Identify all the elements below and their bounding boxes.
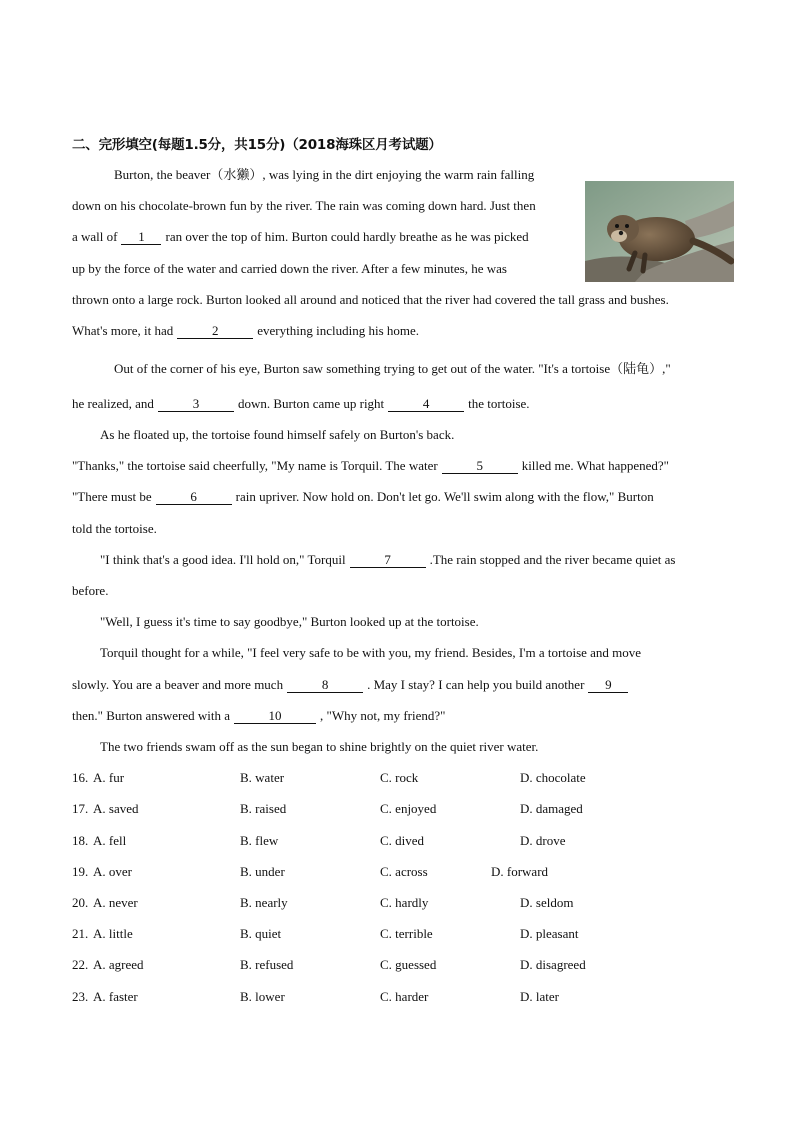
passage-text: he realized, and: [72, 396, 154, 411]
passage-line: thrown onto a large rock. Burton looked all around and noticed that the river had covered the tall grass and bushes.: [72, 292, 669, 307]
passage-line: up by the force of the water and carried down the river. After a few minutes, he was: [72, 261, 507, 276]
option-d: D. disagreed: [520, 957, 586, 972]
option-d: D. pleasant: [520, 926, 579, 941]
passage-line: Torquil thought for a while, "I feel very safe to be with you, my friend. Besides, I'm a tortoise and move: [100, 645, 642, 660]
passage-line: [72, 458, 669, 474]
question-number: 17.: [72, 801, 89, 816]
option-d: D. damaged: [520, 801, 583, 816]
option-a: A. little: [93, 926, 133, 941]
blank-9: 9: [588, 678, 628, 693]
option-d: D. seldom: [520, 895, 574, 910]
passage-text: .The rain stopped and the river became quiet as: [429, 552, 676, 567]
option-c: C. hardly: [380, 895, 429, 910]
option-c: C. rock: [380, 770, 419, 785]
option-b: B. water: [240, 770, 285, 785]
passage-line: [72, 677, 632, 693]
option-a: A. over: [93, 864, 132, 879]
passage-text: the tortoise.: [468, 396, 530, 411]
option-c: C. dived: [380, 833, 425, 848]
passage-line: told the tortoise.: [72, 521, 157, 536]
passage-text: ran over the top of him. Burton could hardly breathe as he was picked: [165, 229, 529, 244]
option-b: B. nearly: [240, 895, 288, 910]
passage-line: [72, 708, 445, 724]
blank-7: 7: [350, 553, 426, 568]
passage-text: then." Burton answered with a: [72, 708, 231, 723]
blank-3: 3: [158, 397, 234, 412]
option-b: B. flew: [240, 833, 279, 848]
passage-text: "I think that's a good idea. I'll hold on," Torquil: [100, 552, 346, 567]
option-a: A. fell: [93, 833, 127, 848]
passage-text: rain upriver. Now hold on. Don't let go. We'll swim along with the flow," Burton: [235, 489, 654, 504]
otter-image: [585, 181, 734, 282]
otter-photo: [585, 181, 734, 282]
passage-line: [72, 229, 529, 245]
option-a: A. faster: [93, 989, 138, 1004]
passage-line: Out of the corner of his eye, Burton saw something trying to get out of the water. "It's a tortoise（陆龟）,": [114, 361, 671, 376]
option-a: A. never: [93, 895, 138, 910]
blank-5: 5: [442, 459, 518, 474]
option-b: B. under: [240, 864, 285, 879]
option-b: B. refused: [240, 957, 294, 972]
question-number: 16.: [72, 770, 89, 785]
option-c: C. guessed: [380, 957, 437, 972]
section-heading: 二、完形填空(每题1.5分，共15分)（2018海珠区月考试题）: [72, 137, 442, 153]
option-d: D. forward: [491, 864, 549, 879]
passage-text: . May I stay? I can help you build another: [367, 677, 585, 692]
option-b: B. raised: [240, 801, 287, 816]
option-b: B. lower: [240, 989, 285, 1004]
question-number: 18.: [72, 833, 89, 848]
blank-2: 2: [177, 324, 253, 339]
option-d: D. drove: [520, 833, 566, 848]
question-number: 21.: [72, 926, 89, 941]
option-d: D. chocolate: [520, 770, 586, 785]
option-a: A. agreed: [93, 957, 144, 972]
option-c: C. across: [380, 864, 428, 879]
passage-text: "There must be: [72, 489, 152, 504]
option-c: C. enjoyed: [380, 801, 437, 816]
question-number: 23.: [72, 989, 89, 1004]
option-d: D. later: [520, 989, 559, 1004]
option-a: A. saved: [93, 801, 139, 816]
passage-text: everything including his home.: [257, 323, 420, 338]
passage-text: slowly. You are a beaver and more much: [72, 677, 284, 692]
passage-line: Burton, the beaver（水獭）, was lying in the dirt enjoying the warm rain falling: [114, 167, 535, 182]
passage-line: As he floated up, the tortoise found himself safely on Burton's back.: [100, 427, 455, 442]
blank-6: 6: [156, 490, 232, 505]
blank-10: 10: [234, 709, 316, 724]
passage-line: The two friends swam off as the sun began to shine brightly on the quiet river water.: [100, 739, 539, 754]
option-b: B. quiet: [240, 926, 282, 941]
passage-line: "Well, I guess it's time to say goodbye," Burton looked up at the tortoise.: [100, 614, 479, 629]
passage-line: down on his chocolate-brown fun by the river. The rain was coming down hard. Just then: [72, 198, 536, 213]
passage-line: [72, 323, 419, 339]
option-a: A. fur: [93, 770, 125, 785]
passage-line: before.: [72, 583, 109, 598]
question-number: 20.: [72, 895, 89, 910]
passage-text: , "Why not, my friend?": [320, 708, 446, 723]
passage-line: [72, 396, 530, 412]
passage-text: a wall of: [72, 229, 118, 244]
question-number: 19.: [72, 864, 89, 879]
passage-line: [100, 552, 675, 568]
blank-4: 4: [388, 397, 464, 412]
passage-text: killed me. What happened?": [521, 458, 669, 473]
question-number: 22.: [72, 957, 89, 972]
blank-1: 1: [121, 230, 161, 245]
option-c: C. terrible: [380, 926, 433, 941]
option-c: C. harder: [380, 989, 429, 1004]
passage-text: down. Burton came up right: [237, 396, 385, 411]
passage-text: What's more, it had: [72, 323, 174, 338]
blank-8: 8: [287, 678, 363, 693]
passage-line: [72, 489, 654, 505]
passage-text: "Thanks," the tortoise said cheerfully, "My name is Torquil. The water: [72, 458, 438, 473]
